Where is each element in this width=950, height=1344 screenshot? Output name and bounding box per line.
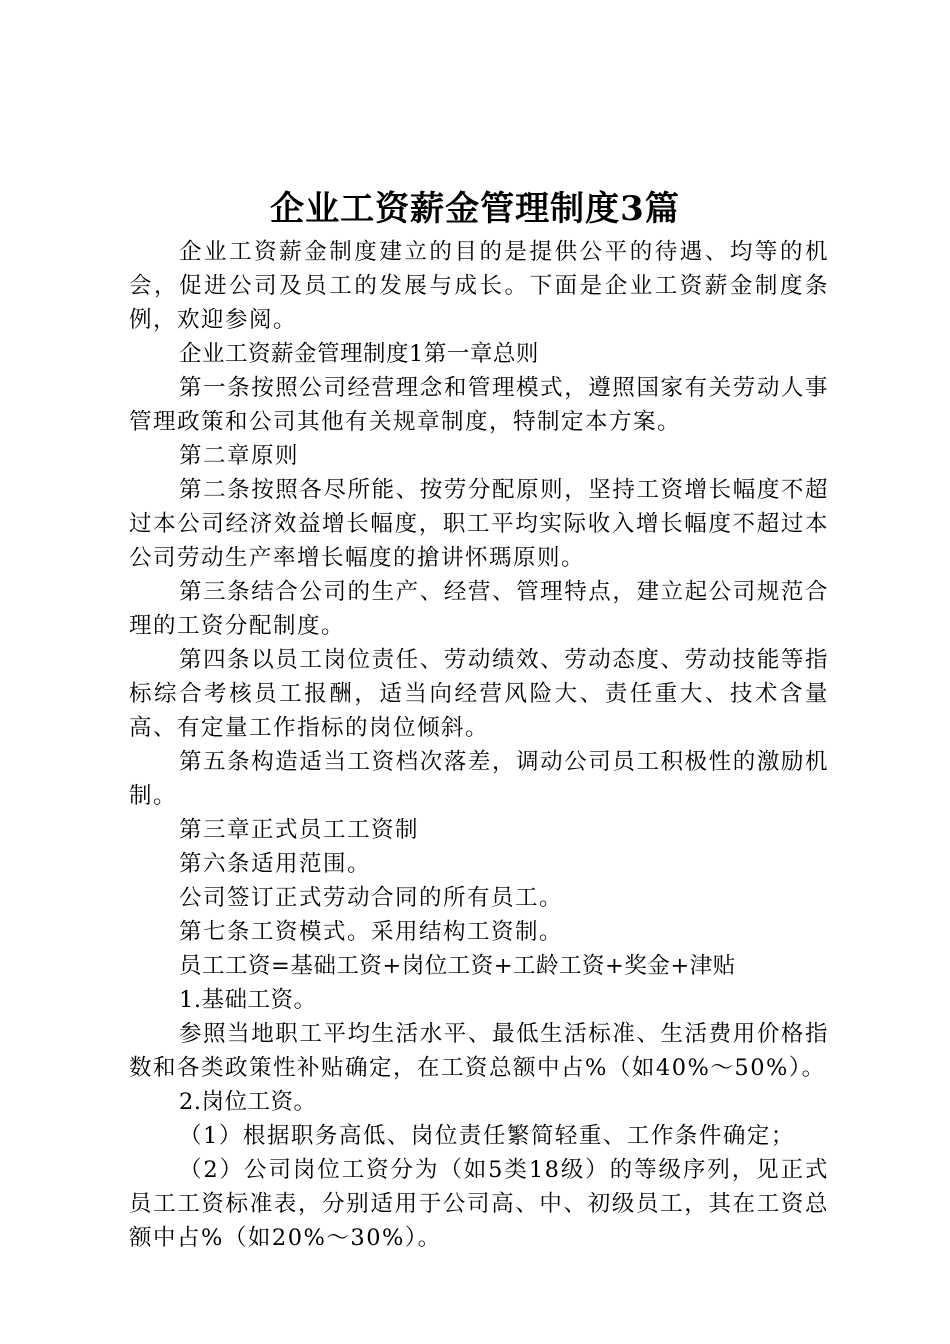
paragraph-article-3: 第三条结合公司的生产、经营、管理特点，建立起公司规范合理的工资分配制度。 (129, 579, 829, 639)
document-title: 企业工资薪金管理制度3篇 (270, 189, 680, 229)
paragraph-article-1: 第一条按照公司经营理念和管理模式，遵照国家有关劳动人事管理政策和公司其他有关规章制度，特制定本方案。 (129, 375, 829, 435)
document-body (129, 235, 829, 1255)
paragraph-chapter-3: 第三章正式员工工资制 (179, 817, 420, 843)
paragraph-base-salary: 参照当地职工平均生活水平、最低生活标准、生活费用价格指数和各类政策性补贴确定，在工资总额中占%（如40%～50%）。 (129, 1021, 829, 1081)
paragraph-heading-system-1: 企业工资薪金管理制度1第一章总则 (179, 341, 539, 367)
paragraph-article-7: 第七条工资模式。采用结构工资制。 (179, 919, 564, 945)
paragraph-chapter-2: 第二章原则 (179, 443, 300, 469)
paragraph-post-salary-2: （2）公司岗位工资分为（如5类18级）的等级序列，见正式员工工资标准表，分别适用于公司高、中、初级员工，其在工资总额中占%（如20%～30%）。 (129, 1157, 829, 1251)
paragraph-article-2: 第二条按照各尽所能、按劳分配原则，坚持工资增长幅度不超过本公司经济效益增长幅度，职工平均实际收入增长幅度不超过本公司劳动生产率增长幅度的搶讲怀瑪原则。 (129, 477, 829, 571)
paragraph-article-4: 第四条以员工岗位责任、劳动绩效、劳动态度、劳动技能等指标综合考核员工报酬，适当向经营风险大、责任重大、技术含量高、有定量工作指标的岗位倾斜。 (129, 647, 829, 741)
paragraph-article-6: 第六条适用范围。 (179, 851, 372, 877)
paragraph-post-salary-1: （1）根据职务高低、岗位责任繁简轻重、工作条件确定； (179, 1123, 795, 1149)
paragraph-scope: 公司签订正式劳动合同的所有员工。 (179, 885, 564, 911)
paragraph-base-salary-heading: 1.基础工资。 (179, 987, 317, 1013)
paragraph-post-salary-heading: 2.岗位工资。 (179, 1089, 317, 1115)
paragraph-salary-formula: 员工工资=基础工资+岗位工资+工龄工资+奖金+津贴 (179, 953, 736, 979)
paragraph-article-5: 第五条构造适当工资档次落差，调动公司员工积极性的激励机制。 (129, 749, 829, 809)
paragraph-intro: 企业工资薪金制度建立的目的是提供公平的待遇、均等的机会，促进公司及员工的发展与成长。下面是企业工资薪金制度条例，欢迎参阅。 (129, 239, 829, 333)
